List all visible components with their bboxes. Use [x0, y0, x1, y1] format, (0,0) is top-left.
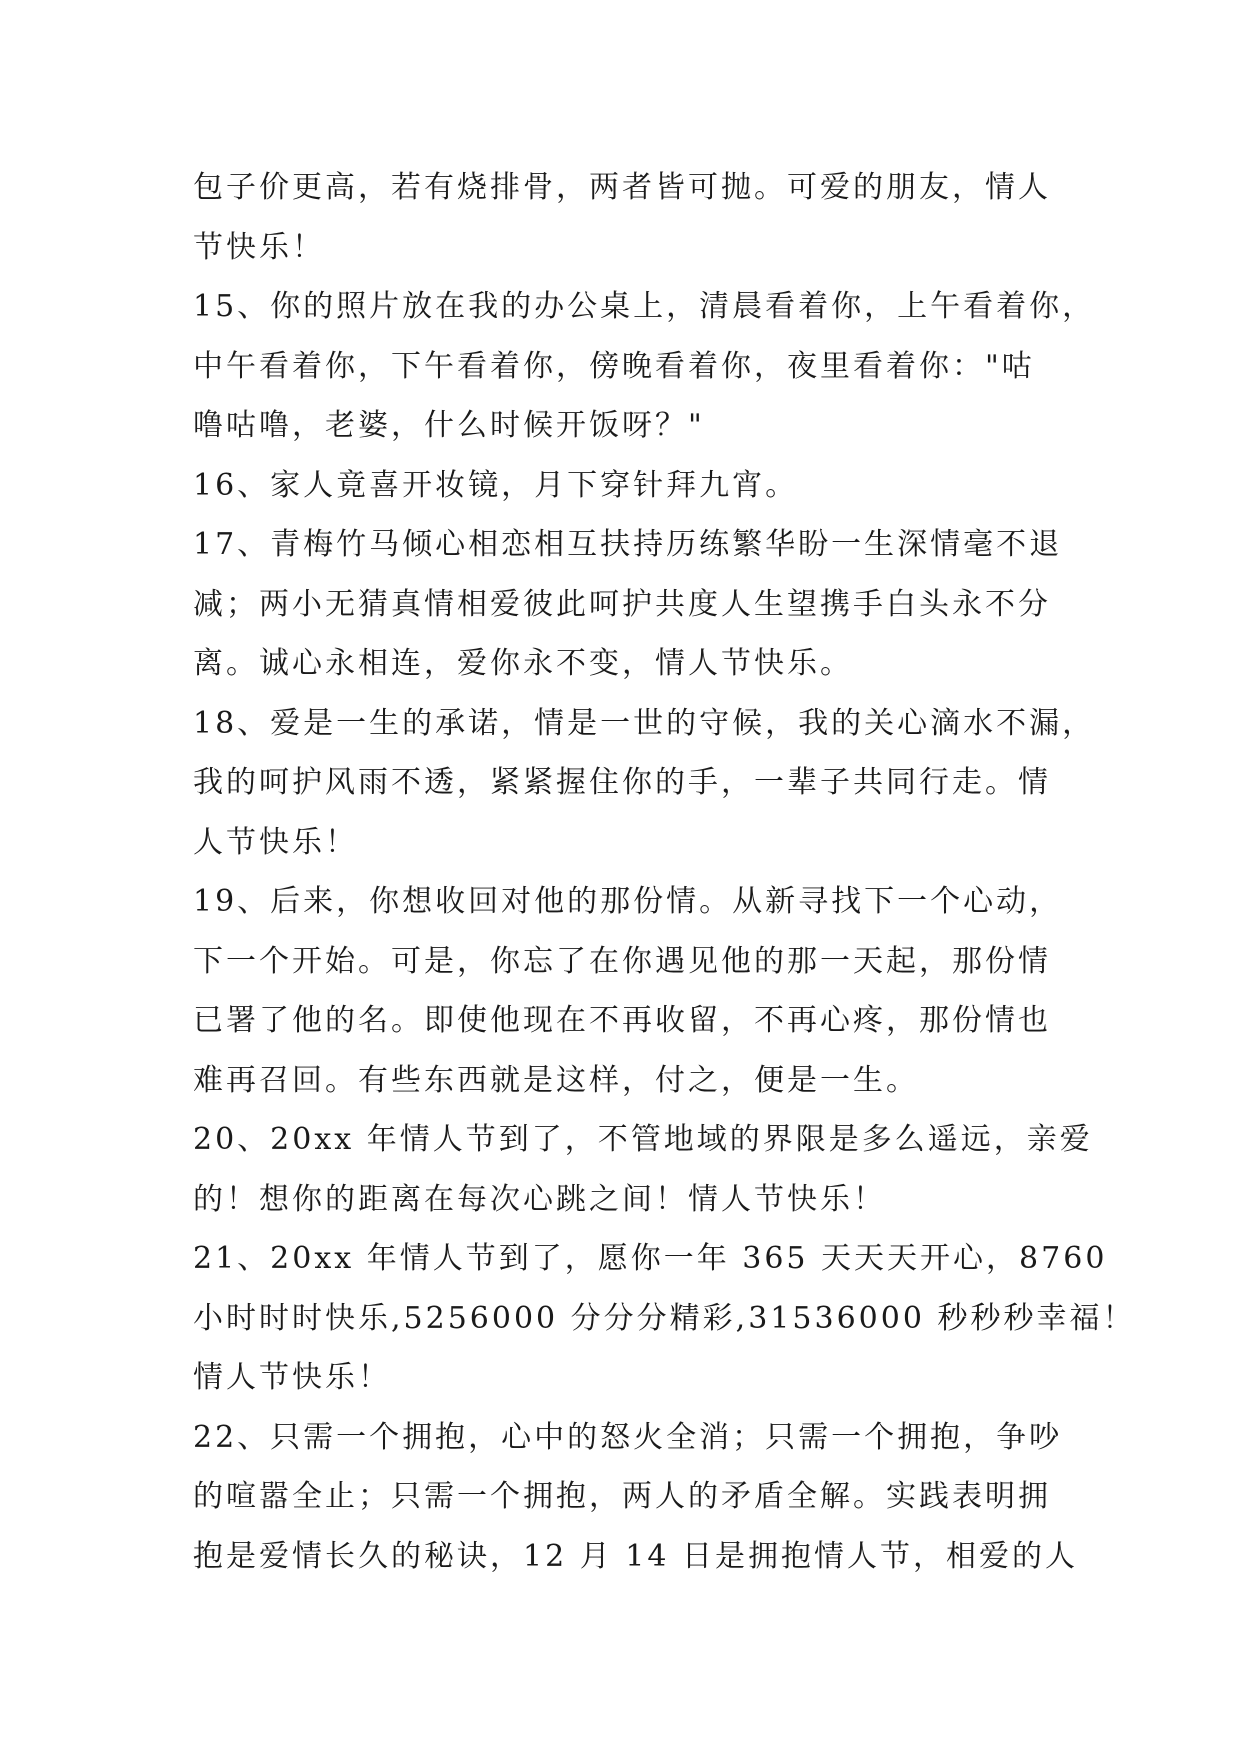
text-line: 15、你的照片放在我的办公桌上，清晨看着你，上午看着你，: [193, 289, 1096, 324]
text-line: 16、家人竟喜开妆镜，月下穿针拜九宵。: [193, 467, 799, 503]
text-line: 减；两小无猜真情相爱彼此呵护共度人生望携手白头永不分: [193, 586, 1051, 622]
paragraph-continuation: [193, 158, 1063, 277]
text-line: 难再召回。有些东西就是这样，付之，便是一生。: [193, 1062, 919, 1098]
text-line: 19、后来，你想收回对他的那份情。从新寻找下一个心动，: [193, 884, 1063, 919]
text-line: 18、爱是一生的承诺，情是一世的守候，我的关心滴水不漏，: [193, 705, 1096, 741]
text-line: 17、青梅竹马倾心相恋相互扶持历练繁华盼一生深情毫不退: [193, 527, 1063, 562]
text-line: 21、20xx 年情人节到了，愿你一年 365 天天天开心，8760: [193, 1241, 1108, 1276]
text-line: 的喧嚣全止；只需一个拥抱，两人的矛盾全解。实践表明拥: [193, 1479, 1051, 1514]
text-line: 包子价更高，若有烧排骨，两者皆可抛。可爱的朋友，情人: [193, 170, 1051, 205]
paragraph-item-16: [193, 456, 1063, 516]
text-line: 已署了他的名。即使他现在不再收留，不再心疼，那份情也: [193, 1003, 1051, 1038]
paragraph-item-18: [193, 694, 1096, 873]
paragraph-item-17: [193, 515, 1063, 694]
paragraph-item-22: [193, 1408, 1078, 1587]
paragraph-item-21: [193, 1229, 1136, 1408]
paragraph-item-20: [193, 1110, 1093, 1229]
text-line: 人节快乐！: [193, 824, 358, 860]
text-line: 噜咕噜，老婆，什么时候开饭呀？": [193, 408, 705, 443]
document-body: [193, 158, 1136, 1586]
text-line: 节快乐！: [193, 229, 325, 265]
text-line: 中午看着你，下午看着你，傍晚看着你，夜里看着你："咕: [193, 348, 1035, 384]
text-line: 下一个开始。可是，你忘了在你遇见他的那一天起，那份情: [193, 943, 1051, 979]
text-line: 离。诚心永相连，爱你永不变，情人节快乐。: [193, 646, 853, 681]
paragraph-item-19: [193, 872, 1063, 1110]
paragraph-item-15: [193, 277, 1096, 456]
text-line: 22、只需一个拥抱，心中的怒火全消；只需一个拥抱，争吵: [193, 1419, 1063, 1455]
text-line: 20、20xx 年情人节到了，不管地域的界限是多么遥远，亲爱: [193, 1122, 1093, 1157]
text-line: 的！想你的距离在每次心跳之间！情人节快乐！: [193, 1181, 886, 1217]
text-line: 我的呵护风雨不透，紧紧握住你的手，一辈子共同行走。情: [193, 765, 1051, 800]
text-line: 小时时时快乐,5256000 分分分精彩,31536000 秒秒秒幸福！: [193, 1300, 1136, 1336]
text-line: 抱是爱情长久的秘诀，12 月 14 日是拥抱情人节，相爱的人: [193, 1538, 1078, 1574]
text-line: 情人节快乐！: [193, 1360, 391, 1395]
